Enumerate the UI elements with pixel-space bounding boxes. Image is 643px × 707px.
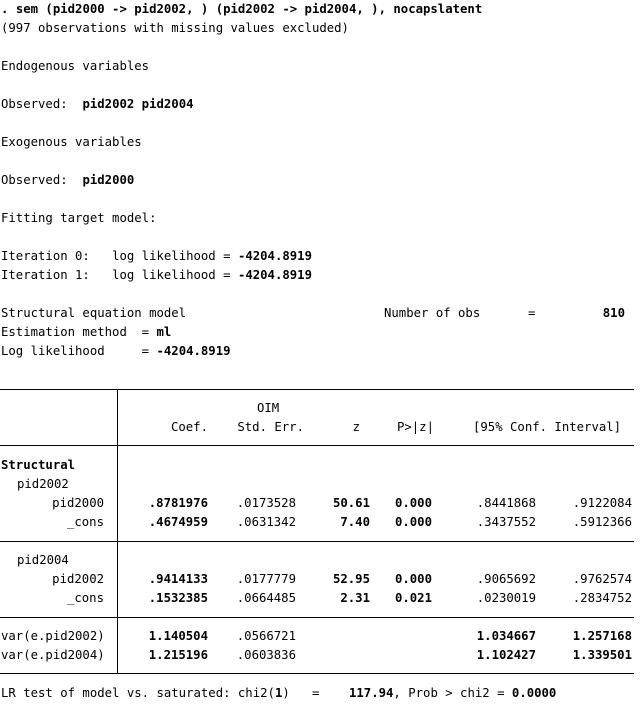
header-p: P>|z| [396, 420, 434, 434]
lr-test [1, 686, 556, 700]
header-std-err: Std. Err. [237, 420, 304, 434]
iteration-line [1, 249, 312, 263]
row-ci-lo: 1.102427 [476, 648, 536, 662]
exogenous-heading: Exogenous variables [1, 135, 142, 149]
row-ci-lo: 1.034667 [476, 629, 536, 643]
row-z: 52.95 [332, 572, 370, 586]
table-column-rule [117, 389, 118, 674]
command-text: sem (pid2000 -> pid2002, ) (pid2002 -> pid2004, ), nocapslatent [15, 2, 483, 16]
structural-label: Structural [1, 458, 76, 472]
row-z: 7.40 [340, 515, 370, 529]
row-p: 0.000 [394, 572, 432, 586]
endogenous-observed-vars: pid2002 pid2004 [82, 97, 194, 111]
method-value: ml [156, 325, 172, 339]
row-se: .0173528 [236, 496, 296, 510]
endogenous-observed [1, 97, 194, 111]
endogenous-heading: Endogenous variables [1, 59, 150, 73]
iteration-text: log likelihood = [112, 268, 231, 282]
command-line [1, 2, 482, 16]
lr-p: 0.0000 [511, 686, 557, 700]
lr-prefix: LR test of model vs. saturated: chi2( [1, 686, 275, 700]
model-title: Structural equation model [1, 306, 187, 320]
lr-close: ) [282, 686, 290, 700]
header-coef: Coef. [170, 420, 208, 434]
row-var: var(e.pid2002) [1, 629, 105, 643]
fitting-heading: Fitting target model: [1, 211, 157, 225]
row-var: _cons [66, 515, 104, 529]
row-z: 50.61 [332, 496, 370, 510]
table-top-rule [0, 389, 634, 390]
nobs-eq: = [528, 306, 536, 320]
row-var: var(e.pid2004) [1, 648, 105, 662]
row-coef: 1.140504 [148, 629, 208, 643]
header-z: z [352, 420, 360, 434]
lr-df: 1 [274, 686, 283, 700]
iteration-label: Iteration 0: [1, 249, 90, 263]
row-var: _cons [66, 591, 104, 605]
row-var: pid2002 [52, 572, 104, 586]
ll-value: -4204.8919 [156, 344, 231, 358]
estimation-method [1, 325, 171, 339]
ll-label: Log likelihood = [1, 344, 150, 358]
row-ci-hi: 1.257168 [572, 629, 632, 643]
row-coef: .1532385 [148, 591, 208, 605]
method-label: Estimation method = [1, 325, 150, 339]
iteration-label: Iteration 1: [1, 268, 90, 282]
row-ci-hi: 1.339501 [572, 648, 632, 662]
table-header-rule [0, 445, 634, 446]
table-bottom-rule [0, 673, 634, 674]
iteration-line [1, 268, 312, 282]
row-p: 0.000 [394, 515, 432, 529]
table-group-rule [0, 541, 634, 542]
header-ci: [95% Conf. Interval] [473, 420, 622, 434]
row-ci-lo: .9065692 [476, 572, 536, 586]
row-coef: .4674959 [148, 515, 208, 529]
row-ci-lo: .0230019 [476, 591, 536, 605]
iteration-value: -4204.8919 [237, 268, 312, 282]
row-ci-hi: .9762574 [572, 572, 632, 586]
row-coef: .9414133 [148, 572, 208, 586]
iteration-value: -4204.8919 [237, 249, 312, 263]
lr-chi2: 117.94 [349, 686, 394, 700]
equation-name: pid2004 [17, 553, 69, 567]
nobs-value: 810 [602, 306, 625, 320]
log-likelihood [1, 344, 231, 358]
row-se: .0177779 [236, 572, 296, 586]
lr-eq: = [311, 686, 320, 700]
header-oim: OIM [257, 401, 280, 415]
endogenous-observed-label: Observed: [1, 97, 68, 111]
row-p: 0.021 [394, 591, 432, 605]
row-ci-lo: .3437552 [476, 515, 536, 529]
row-se: .0664485 [236, 591, 296, 605]
command-prompt: . [1, 2, 9, 16]
row-se: .0566721 [236, 629, 296, 643]
row-ci-hi: .5912366 [572, 515, 632, 529]
row-se: .0603836 [236, 648, 296, 662]
row-coef: 1.215196 [148, 648, 208, 662]
row-ci-hi: .9122084 [572, 496, 632, 510]
exogenous-observed-label: Observed: [1, 173, 68, 187]
row-z: 2.31 [340, 591, 370, 605]
table-group-rule [0, 617, 634, 618]
nobs-label: Number of obs [384, 306, 481, 320]
exogenous-observed [1, 173, 134, 187]
row-ci-hi: .2834752 [572, 591, 632, 605]
row-se: .0631342 [236, 515, 296, 529]
row-coef: .8781976 [148, 496, 208, 510]
row-p: 0.000 [394, 496, 432, 510]
row-var: pid2000 [52, 496, 104, 510]
exogenous-observed-vars: pid2000 [82, 173, 135, 187]
row-ci-lo: .8441868 [476, 496, 536, 510]
equation-name: pid2002 [17, 477, 69, 491]
missing-note: (997 observations with missing values excluded) [1, 21, 349, 35]
lr-mid: , Prob > chi2 = [393, 686, 505, 700]
iteration-text: log likelihood = [112, 249, 231, 263]
